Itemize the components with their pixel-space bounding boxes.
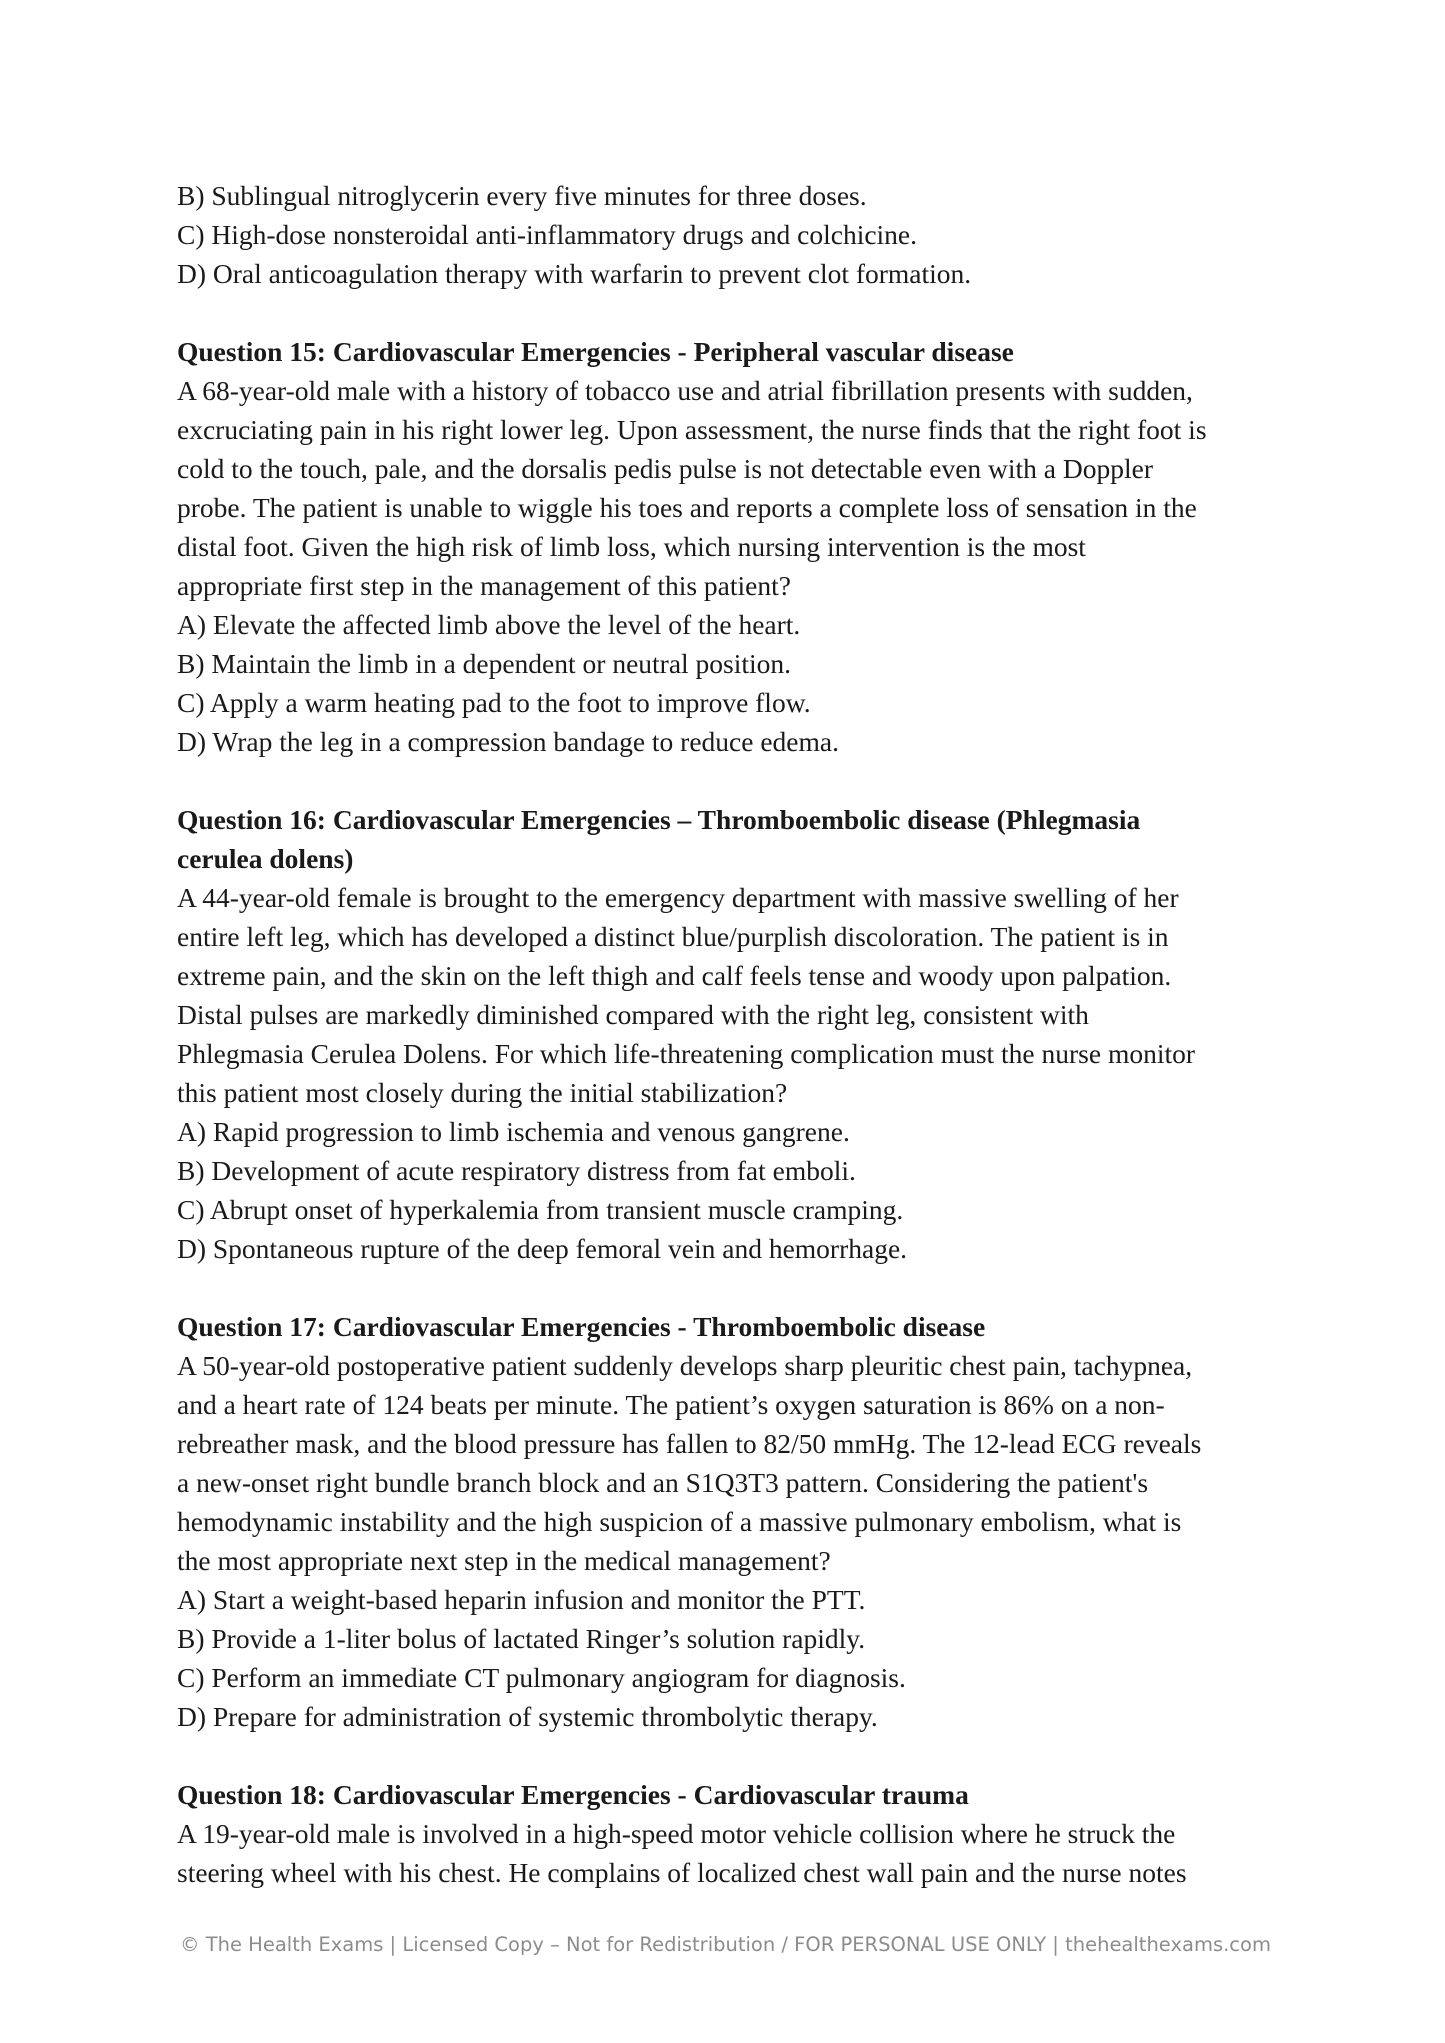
question-heading: Question 17: Cardiovascular Emergencies - Thromboembolic disease [177, 1311, 986, 1342]
question-18 [177, 1775, 1287, 1892]
question-stem-line: A 68-year-old male with a history of tobacco use and atrial fibrillation presents with sudden, [177, 375, 1193, 406]
question-heading: Question 16: Cardiovascular Emergencies – Thromboembolic disease (Phlegmasia [177, 804, 1141, 835]
question-stem-line: this patient most closely during the initial stabilization? [177, 1077, 788, 1108]
answer-option: A) Rapid progression to limb ischemia and venous gangrene. [177, 1116, 850, 1147]
question-15 [177, 332, 1287, 761]
question-stem-line: A 50-year-old postoperative patient suddenly develops sharp pleuritic chest pain, tachypnea, [177, 1350, 1193, 1381]
question-stem-line: steering wheel with his chest. He complains of localized chest wall pain and the nurse notes [177, 1857, 1187, 1888]
question-stem-line: A 19-year-old male is involved in a high-speed motor vehicle collision where he struck the [177, 1818, 1176, 1849]
question-heading: cerulea dolens) [177, 843, 354, 874]
question-stem-line: a new-onset right bundle branch block and an S1Q3T3 pattern. Considering the patient's [177, 1467, 1149, 1498]
answer-option: D) Wrap the leg in a compression bandage to reduce edema. [177, 726, 839, 757]
answer-option: B) Development of acute respiratory distress from fat emboli. [177, 1155, 856, 1186]
question-stem-line: entire left leg, which has developed a distinct blue/purplish discoloration. The patient is in [177, 921, 1169, 952]
question-stem-line: Distal pulses are markedly diminished compared with the right leg, consistent with [177, 999, 1089, 1030]
answer-option: B) Provide a 1-liter bolus of lactated Ringer’s solution rapidly. [177, 1623, 866, 1654]
document-page [177, 176, 1287, 1892]
question-stem-line: distal foot. Given the high risk of limb loss, which nursing intervention is the most [177, 531, 1086, 562]
answer-option: D) Spontaneous rupture of the deep femoral vein and hemorrhage. [177, 1233, 908, 1264]
answer-option: D) Prepare for administration of systemic thrombolytic therapy. [177, 1701, 878, 1732]
question-16 [177, 800, 1287, 1268]
leading-options [177, 176, 1287, 293]
answer-option: C) High-dose nonsteroidal anti-inflammatory drugs and colchicine. [177, 219, 918, 250]
question-stem-line: extreme pain, and the skin on the left thigh and calf feels tense and woody upon palpation. [177, 960, 1172, 991]
page-footer: © The Health Exams | Licensed Copy – Not for Redistribution / FOR PERSONAL USE ONLY | thehealthexams.com [180, 1933, 1271, 1956]
answer-option: D) Oral anticoagulation therapy with warfarin to prevent clot formation. [177, 258, 972, 289]
question-stem-line: Phlegmasia Cerulea Dolens. For which life-threatening complication must the nurse monitor [177, 1038, 1196, 1069]
answer-option: C) Abrupt onset of hyperkalemia from transient muscle cramping. [177, 1194, 904, 1225]
answer-option: A) Start a weight-based heparin infusion and monitor the PTT. [177, 1584, 866, 1615]
question-stem-line: rebreather mask, and the blood pressure has fallen to 82/50 mmHg. The 12-lead ECG reveals [177, 1428, 1202, 1459]
answer-option: C) Perform an immediate CT pulmonary angiogram for diagnosis. [177, 1662, 906, 1693]
question-stem-line: probe. The patient is unable to wiggle his toes and reports a complete loss of sensation in the [177, 492, 1197, 523]
question-17 [177, 1307, 1287, 1736]
answer-option: C) Apply a warm heating pad to the foot to improve flow. [177, 687, 811, 718]
question-stem-line: the most appropriate next step in the medical management? [177, 1545, 831, 1576]
question-stem-line: A 44-year-old female is brought to the emergency department with massive swelling of her [177, 882, 1179, 913]
question-stem-line: hemodynamic instability and the high suspicion of a massive pulmonary embolism, what is [177, 1506, 1182, 1537]
question-stem-line: appropriate first step in the management of this patient? [177, 570, 791, 601]
answer-option: A) Elevate the affected limb above the level of the heart. [177, 609, 801, 640]
question-stem-line: and a heart rate of 124 beats per minute. The patient’s oxygen saturation is 86% on a non- [177, 1389, 1165, 1420]
answer-option: B) Sublingual nitroglycerin every five minutes for three doses. [177, 180, 867, 211]
question-stem-line: cold to the touch, pale, and the dorsalis pedis pulse is not detectable even with a Doppler [177, 453, 1153, 484]
question-heading: Question 18: Cardiovascular Emergencies - Cardiovascular trauma [177, 1779, 969, 1810]
question-heading: Question 15: Cardiovascular Emergencies - Peripheral vascular disease [177, 336, 1014, 367]
answer-option: B) Maintain the limb in a dependent or neutral position. [177, 648, 792, 679]
question-stem-line: excruciating pain in his right lower leg. Upon assessment, the nurse finds that the right foot is [177, 414, 1207, 445]
